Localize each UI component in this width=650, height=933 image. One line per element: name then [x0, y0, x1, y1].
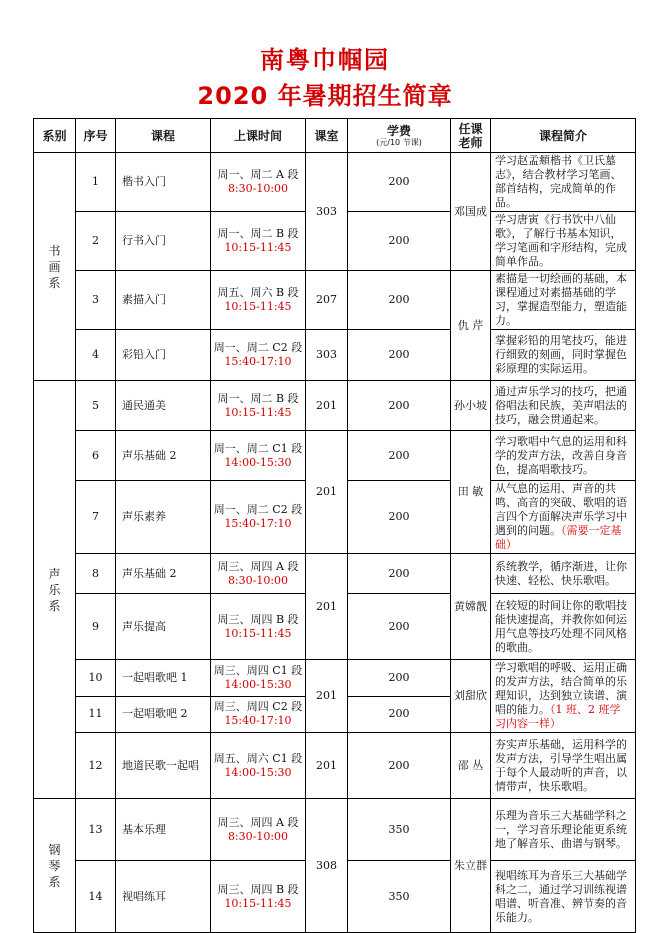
row-teacher: 朱立群: [451, 799, 491, 933]
col-category: 系别: [34, 119, 76, 153]
row-time: [211, 660, 306, 697]
row-fee: 200: [348, 554, 451, 594]
row-room: 303: [306, 153, 348, 271]
table-row: [34, 271, 636, 330]
row-hours: 10:15-11:45: [224, 241, 292, 254]
category-label: 书画系: [48, 243, 61, 290]
row-desc: 乐理为音乐三大基础学科之一，学习音乐理论能更系统地了解音乐、曲谱与钢琴。: [491, 799, 636, 861]
row-time: [211, 431, 306, 481]
row-course: 彩铅入门: [116, 330, 211, 381]
row-fee: 200: [348, 330, 451, 381]
category-label: 钢琴系: [48, 842, 61, 889]
row-no: 5: [76, 381, 116, 431]
row-fee: 200: [348, 271, 451, 330]
row-course: 声乐基础 2: [116, 554, 211, 594]
category-label: 声乐系: [48, 566, 61, 613]
row-hours: 8:30-10:00: [227, 829, 289, 843]
row-hours: 8:30-10:00: [227, 573, 289, 587]
row-hours: 14:00-15:30: [224, 677, 292, 691]
row-desc: 夯实声乐基础，运用科学的发声方法，引导学生唱出属于每个人最动听的声音，以情带声，快乐歌唱。: [491, 733, 636, 799]
row-teacher: 黄嫦靓: [451, 554, 491, 660]
row-hours: 14:00-15:30: [224, 455, 292, 469]
row-fee: 200: [348, 431, 451, 481]
row-day: 周一、周二 C2 段: [213, 503, 303, 516]
table-row: [34, 660, 636, 697]
row-room: 201: [306, 431, 348, 554]
row-day: 周三、周四 C1 段: [213, 663, 303, 677]
col-fee: [348, 119, 451, 153]
desc-note: （1 班、2 班学习内容一样）: [495, 703, 621, 730]
table-row: [34, 330, 636, 381]
row-fee: 200: [348, 660, 451, 697]
row-no: 8: [76, 554, 116, 594]
row-no: 14: [76, 861, 116, 933]
row-no: 3: [76, 271, 116, 330]
row-course: 楷书入门: [116, 153, 211, 212]
course-table: [33, 118, 636, 933]
row-course: 素描入门: [116, 271, 211, 330]
row-teacher: 邵 丛: [451, 733, 491, 799]
row-time: [211, 861, 306, 933]
row-no: 11: [76, 696, 116, 733]
row-hours: 10:15-11:45: [224, 626, 292, 640]
row-time: [211, 799, 306, 861]
row-time: [211, 481, 306, 554]
row-fee: 350: [348, 861, 451, 933]
row-desc: 视唱练耳为音乐三大基础学科之二，通过学习训练视谱唱谱、听音准、辨节奏的音乐能力。: [491, 861, 636, 933]
row-time: [211, 733, 306, 799]
desc-text: 学习歌唱的呼吸、运用正确的发声方法，结合简单的乐理知识，达到独立读谱、演唱的能力。: [495, 661, 627, 716]
row-day: 周三、周四 B 段: [217, 612, 299, 626]
table-row: [34, 381, 636, 431]
row-time: [211, 212, 306, 271]
row-desc: 学习唐寅《行书饮中八仙歌》，了解行书基本知识，学习笔画和字形结构，完成简单作品。: [491, 212, 636, 271]
row-room: 201: [306, 660, 348, 733]
row-fee: 200: [348, 594, 451, 660]
row-no: 7: [76, 481, 116, 554]
row-teacher: 仇 芹: [451, 271, 491, 381]
row-course: 声乐基础 2: [116, 431, 211, 481]
row-course: 声乐提高: [116, 594, 211, 660]
col-fee-sub: (元/10 节课): [376, 137, 422, 147]
row-time: [211, 696, 306, 733]
row-no: 4: [76, 330, 116, 381]
row-day: 周一、周二 B 段: [217, 391, 299, 405]
row-day: 周一、周二 C2 段: [213, 341, 303, 354]
table-row: [34, 554, 636, 594]
row-desc: 素描是一切绘画的基础，本课程通过对素描基础的学习，掌握造型能力，塑造能力。: [491, 271, 636, 330]
row-desc: 通过声乐学习的技巧，把通俗唱法和民族，美声唱法的技巧，融会贯通起来。: [491, 381, 636, 431]
row-day: 周五、周六 C1 段: [213, 751, 303, 765]
row-hours: 14:00-15:30: [224, 765, 292, 779]
category-piano: [34, 799, 76, 933]
col-room: 课室: [306, 119, 348, 153]
row-room: 207: [306, 271, 348, 330]
row-course: 一起唱歌吧 1: [116, 660, 211, 697]
row-course: 声乐素养: [116, 481, 211, 554]
category-calligraphy: [34, 153, 76, 381]
row-no: 2: [76, 212, 116, 271]
row-room: 201: [306, 554, 348, 660]
row-teacher: 孙小坡: [451, 381, 491, 431]
row-hours: 15:40-17:10: [224, 714, 292, 728]
row-course: 基本乐理: [116, 799, 211, 861]
row-hours: 10:15-11:45: [224, 896, 292, 910]
col-course: 课程: [116, 119, 211, 153]
row-time: [211, 554, 306, 594]
row-teacher: 邓国成: [451, 153, 491, 271]
row-fee: 200: [348, 696, 451, 733]
page-subtitle: 2020 年暑期招生简章: [197, 82, 453, 110]
row-desc: 系统教学，循序渐进，让你快速、轻松、快乐歌唱。: [491, 554, 636, 594]
row-room: 201: [306, 381, 348, 431]
row-day: 周一、周二 C1 段: [213, 441, 303, 455]
col-no: 序号: [76, 119, 116, 153]
table-row: [34, 153, 636, 212]
table-row: [34, 733, 636, 799]
row-course: 地道民歌一起唱: [116, 733, 211, 799]
row-day: 周三、周四 A 段: [217, 559, 299, 573]
row-no: 1: [76, 153, 116, 212]
col-fee-label: 学费: [386, 123, 411, 138]
row-room: 201: [306, 733, 348, 799]
row-day: 周三、周四 A 段: [217, 815, 299, 829]
row-fee: 200: [348, 212, 451, 271]
row-fee: 200: [348, 153, 451, 212]
row-time: [211, 330, 306, 381]
row-hours: 8:30-10:00: [227, 182, 289, 195]
row-time: [211, 381, 306, 431]
row-course: 行书入门: [116, 212, 211, 271]
col-teacher-label: 任课老师: [458, 121, 483, 150]
category-vocal: [34, 381, 76, 799]
row-time: [211, 594, 306, 660]
col-teacher: [451, 119, 491, 153]
row-day: 周五、周六 B 段: [217, 286, 299, 299]
row-fee: 200: [348, 733, 451, 799]
row-fee: 200: [348, 381, 451, 431]
table-row: [34, 799, 636, 861]
row-room: 303: [306, 330, 348, 381]
table-header-row: [34, 119, 636, 153]
row-day: 周一、周二 A 段: [217, 168, 299, 181]
row-hours: 15:40-17:10: [224, 355, 292, 368]
row-no: 12: [76, 733, 116, 799]
row-course: 视唱练耳: [116, 861, 211, 933]
row-desc: 掌握彩铅的用笔技巧，能进行细致的刻画，同时掌握色彩原理的实际运用。: [491, 330, 636, 381]
table-row: [34, 431, 636, 481]
row-day: 周三、周四 B 段: [217, 882, 299, 896]
row-no: 13: [76, 799, 116, 861]
row-desc: 学习赵孟頫楷书《卫氏墓志》，结合教材学习笔画、部首结构，完成简单的作品。: [491, 153, 636, 212]
col-desc: 课程简介: [491, 119, 636, 153]
row-course: 一起唱歌吧 2: [116, 696, 211, 733]
desc-text: 从气息的运用、声音的共鸣、高音的突破、歌唱的语言四个方面解决声乐学习中遇到的问题。: [495, 482, 627, 537]
row-hours: 10:15-11:45: [224, 405, 292, 419]
row-time: [211, 271, 306, 330]
row-no: 9: [76, 594, 116, 660]
row-desc: 在较短的时间让你的歌唱技能快速提高，并教你如何运用气息等技巧处理不同风格的歌曲。: [491, 594, 636, 660]
row-no: 10: [76, 660, 116, 697]
row-teacher: 田 敏: [451, 431, 491, 554]
row-fee: 350: [348, 799, 451, 861]
row-fee: 200: [348, 481, 451, 554]
row-course: 通民通美: [116, 381, 211, 431]
row-time: [211, 153, 306, 212]
desc-note: （需要一定基础）: [495, 524, 622, 551]
row-hours: 15:40-17:10: [224, 517, 292, 530]
col-time: 上课时间: [211, 119, 306, 153]
row-teacher: 刘甜欣: [451, 660, 491, 733]
page-title: 南粤巾帼园: [260, 46, 390, 74]
row-room: 308: [306, 799, 348, 933]
row-day: 周三、周四 C2 段: [213, 700, 303, 714]
row-desc: 学习歌唱中气息的运用和科学的发声方法，改善自身音色，提高唱歌技巧。: [491, 431, 636, 481]
row-desc: [491, 481, 636, 554]
row-hours: 10:15-11:45: [224, 300, 292, 313]
row-no: 6: [76, 431, 116, 481]
row-desc: [491, 660, 636, 733]
row-day: 周一、周二 B 段: [217, 227, 299, 240]
